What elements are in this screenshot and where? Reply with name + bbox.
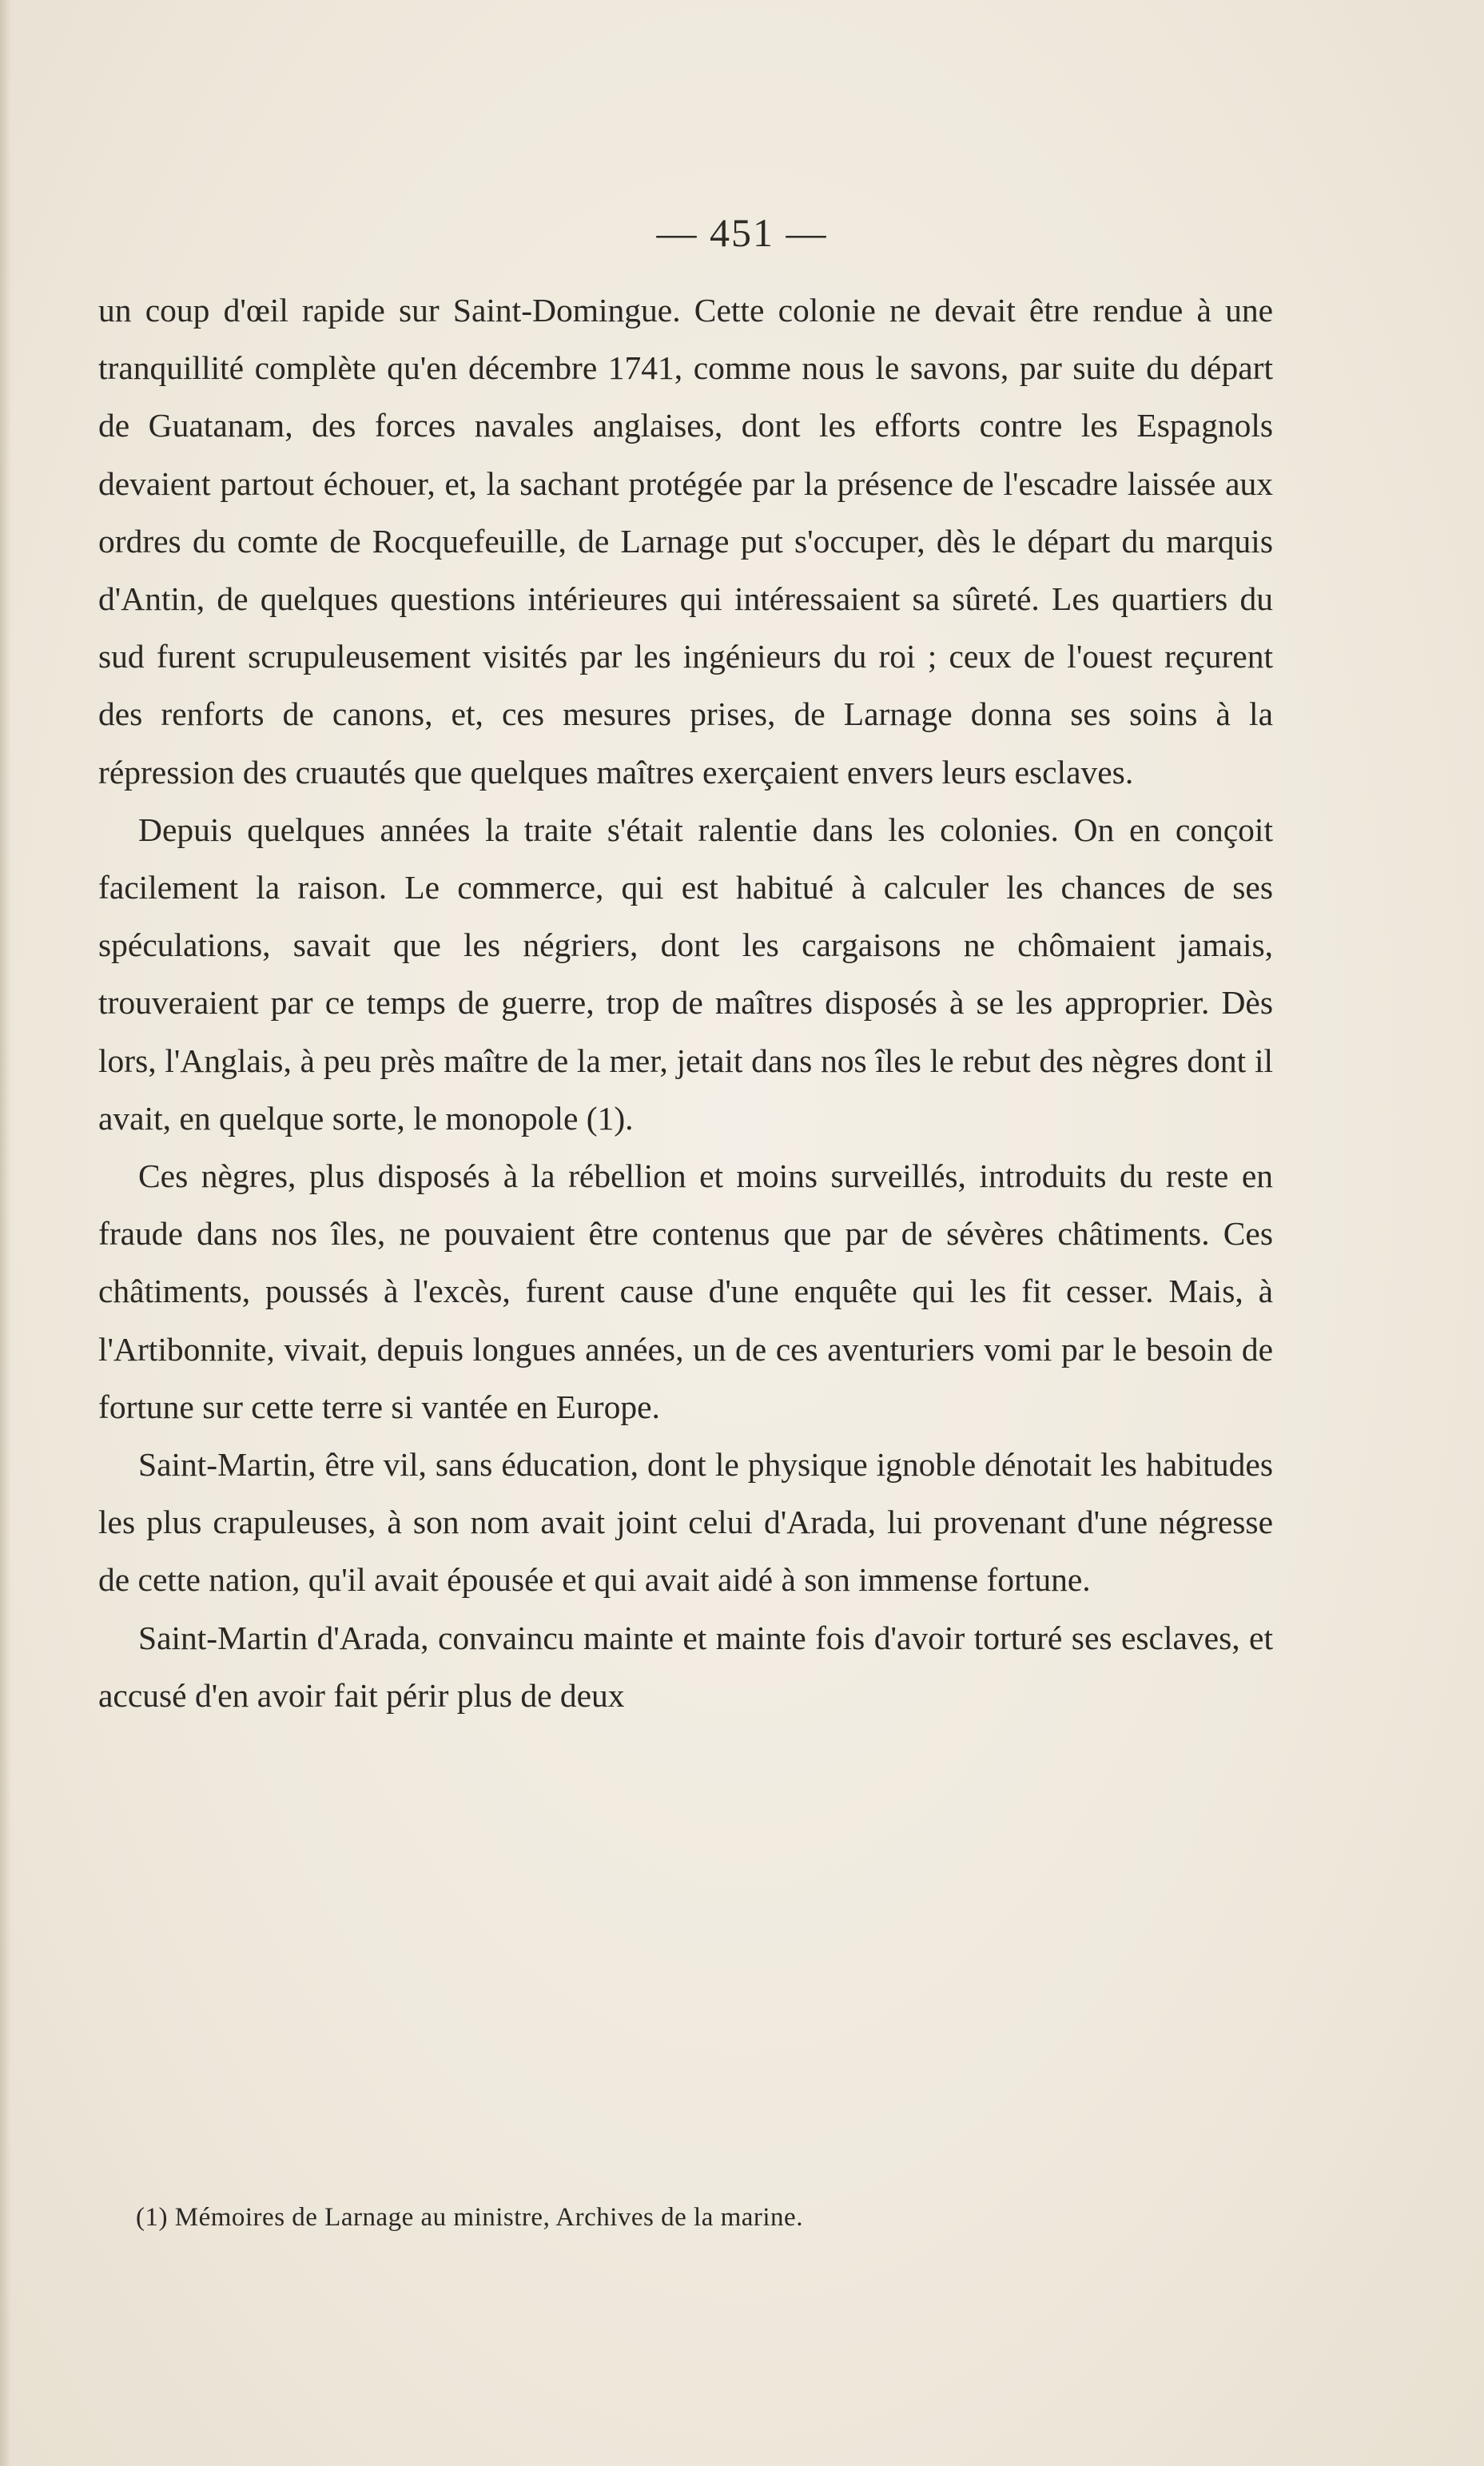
paragraph-2: Depuis quelques années la traite s'était ralentie dans les colonies. On en conçoit facilement la raison. Le commerce, qui est habitué à calculer les chances de ses spéculations, savait que les négriers, dont les cargaisons ne chômaient jamais, trouveraient par ce temps de guerre, trop de maîtres disposés à se les approprier. Dès lors, l'Anglais, à peu près maître de la mer, jetait dans nos îles le rebut des nègres dont il avait, en quelque sorte, le monopole (1). <box>98 811 1273 1137</box>
footnote: (1) Mémoires de Larnage au ministre, Archives de la marine. <box>136 2203 803 2232</box>
body-text <box>98 281 1273 1724</box>
paragraph-5: Saint-Martin d'Arada, convaincu mainte et mainte fois d'avoir torturé ses esclaves, et accusé d'en avoir fait périr plus de deux <box>98 1619 1273 1714</box>
paragraph-1: un coup d'œil rapide sur Saint-Domingue. Cette colonie ne devait être rendue à une tranquillité complète qu'en décembre 1741, comme nous le savons, par suite du départ de Guatanam, des forces navales anglaises, dont les efforts contre les Espagnols devaient partout échouer, et, la sachant protégée par la présence de l'escadre laissée aux ordres du comte de Rocquefeuille, de Larnage put s'occuper, dès le départ du marquis d'Antin, de quelques questions intérieures qui intéressaient sa sûreté. Les quartiers du sud furent scrupuleusement visités par les ingénieurs du roi ; ceux de l'ouest reçurent des renforts de canons, et, ces mesures prises, de Larnage donna ses soins à la répression des cruautés que quelques maîtres exerçaient envers leurs esclaves. <box>98 292 1273 791</box>
page-binding-shadow <box>0 0 11 2466</box>
page-number: — 451 — <box>656 210 828 255</box>
paragraph-4: Saint-Martin, être vil, sans éducation, dont le physique ignoble dénotait les habitudes les plus crapuleuses, à son nom avait joint celui d'Arada, lui provenant d'une négresse de cette nation, qu'il avait épousée et qui avait aidé à son immense fortune. <box>98 1446 1273 1599</box>
paragraph-3: Ces nègres, plus disposés à la rébellion et moins surveillés, introduits du reste en fraude dans nos îles, ne pouvaient être contenus que par de sévères châtiments. Ces châtiments, poussés à l'excès, furent cause d'une enquête qui les fit cesser. Mais, à l'Artibonnite, vivait, depuis longues années, un de ces aventuriers vomi par le besoin de fortune sur cette terre si vantée en Europe. <box>98 1157 1273 1425</box>
